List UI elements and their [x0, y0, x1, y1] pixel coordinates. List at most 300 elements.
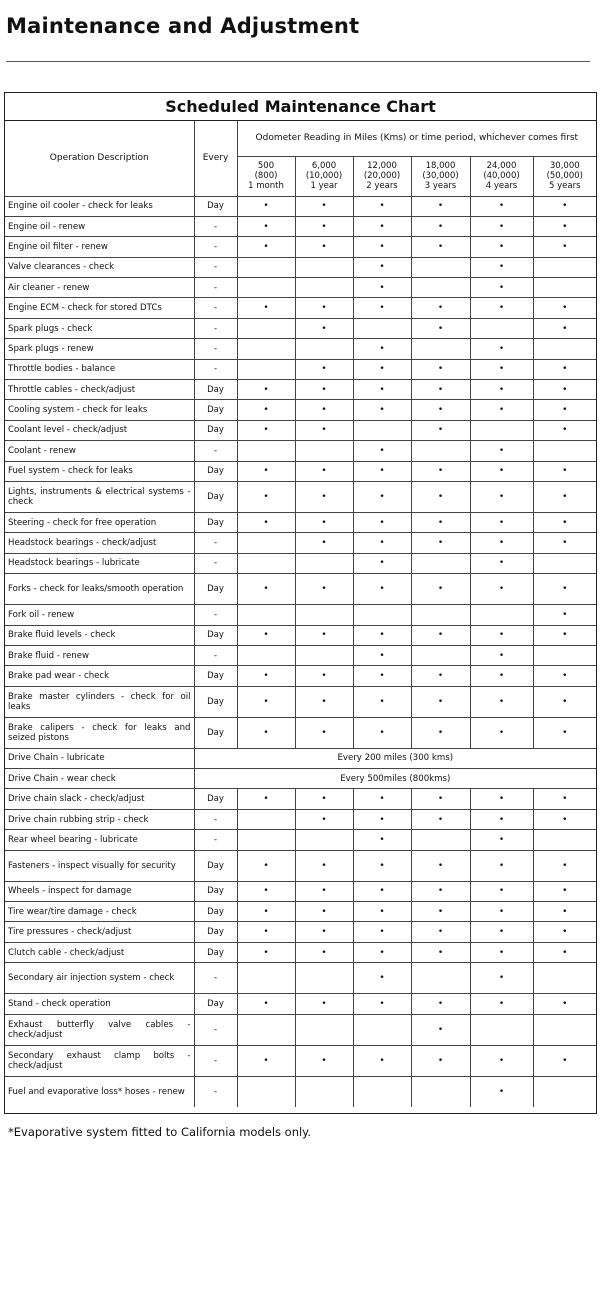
- interval-kms: (20,000): [363, 171, 401, 181]
- operation-cell: Engine oil cooler - check for leaks: [5, 196, 194, 216]
- service-dot: •: [237, 481, 295, 512]
- empty-cell: [237, 645, 295, 665]
- empty-cell: [411, 257, 470, 277]
- service-dot: •: [533, 686, 596, 717]
- service-dot: •: [237, 512, 295, 532]
- service-dot: •: [353, 645, 411, 665]
- service-dot: •: [470, 553, 533, 573]
- operation-cell: Engine oil filter - renew: [5, 237, 194, 257]
- header-interval: [470, 156, 533, 196]
- service-dot: •: [533, 1045, 596, 1076]
- every-cell: -: [194, 645, 237, 665]
- interval-kms: (10,000): [305, 171, 343, 181]
- service-dot: •: [353, 666, 411, 686]
- every-cell: -: [194, 237, 237, 257]
- empty-cell: [237, 830, 295, 850]
- interval-miles: 24,000: [486, 161, 517, 171]
- service-dot: •: [470, 339, 533, 359]
- service-dot: •: [353, 574, 411, 605]
- service-dot: •: [533, 318, 596, 338]
- service-dot: •: [470, 902, 533, 922]
- service-dot: •: [411, 380, 470, 400]
- service-dot: •: [470, 196, 533, 216]
- service-dot: •: [470, 400, 533, 420]
- empty-cell: [237, 278, 295, 298]
- interval-time: 5 years: [549, 181, 581, 191]
- operation-cell: Cooling system - check for leaks: [5, 400, 194, 420]
- empty-cell: [237, 553, 295, 573]
- service-dot: •: [353, 298, 411, 318]
- table-row: [5, 881, 596, 901]
- operation-cell: Brake fluid - renew: [5, 645, 194, 665]
- service-dot: •: [411, 717, 470, 748]
- table-row: [5, 481, 596, 512]
- service-dot: •: [295, 461, 353, 481]
- every-cell: -: [194, 605, 237, 625]
- interval-note: Every 500miles (800kms): [194, 769, 596, 789]
- service-dot: •: [295, 717, 353, 748]
- service-dot: •: [470, 257, 533, 277]
- service-dot: •: [353, 789, 411, 809]
- empty-cell: [353, 1076, 411, 1107]
- service-dot: •: [353, 400, 411, 420]
- empty-cell: [295, 1076, 353, 1107]
- service-dot: •: [411, 942, 470, 962]
- service-dot: •: [533, 717, 596, 748]
- every-cell: Day: [194, 881, 237, 901]
- empty-cell: [295, 441, 353, 461]
- empty-cell: [411, 645, 470, 665]
- empty-cell: [353, 420, 411, 440]
- service-dot: •: [411, 902, 470, 922]
- every-cell: Day: [194, 461, 237, 481]
- table-row: [5, 686, 596, 717]
- operation-cell: Secondary air injection system - check: [5, 963, 194, 994]
- every-cell: Day: [194, 717, 237, 748]
- service-dot: •: [353, 994, 411, 1014]
- service-dot: •: [470, 686, 533, 717]
- operation-cell: Fuel system - check for leaks: [5, 461, 194, 481]
- service-dot: •: [295, 481, 353, 512]
- service-dot: •: [237, 216, 295, 236]
- service-dot: •: [470, 533, 533, 553]
- table-row: [5, 1076, 596, 1107]
- service-dot: •: [411, 994, 470, 1014]
- service-dot: •: [353, 686, 411, 717]
- header-interval: [237, 156, 295, 196]
- service-dot: •: [353, 881, 411, 901]
- operation-cell: Brake fluid levels - check: [5, 625, 194, 645]
- service-dot: •: [295, 1045, 353, 1076]
- empty-cell: [533, 830, 596, 850]
- service-dot: •: [295, 902, 353, 922]
- operation-cell: Throttle cables - check/adjust: [5, 380, 194, 400]
- operation-cell: Fuel and evaporative loss* hoses - renew: [5, 1076, 194, 1107]
- table-row: [5, 963, 596, 994]
- empty-cell: [411, 441, 470, 461]
- service-dot: •: [295, 237, 353, 257]
- empty-cell: [295, 605, 353, 625]
- service-dot: •: [411, 196, 470, 216]
- empty-cell: [533, 278, 596, 298]
- table-row: [5, 278, 596, 298]
- service-dot: •: [533, 605, 596, 625]
- every-cell: Day: [194, 850, 237, 881]
- service-dot: •: [295, 942, 353, 962]
- every-cell: Day: [194, 942, 237, 962]
- service-dot: •: [470, 298, 533, 318]
- operation-cell: Stand - check operation: [5, 994, 194, 1014]
- service-dot: •: [411, 850, 470, 881]
- empty-cell: [411, 1076, 470, 1107]
- service-dot: •: [411, 666, 470, 686]
- operation-cell: Brake pad wear - check: [5, 666, 194, 686]
- every-cell: Day: [194, 481, 237, 512]
- service-dot: •: [295, 216, 353, 236]
- empty-cell: [353, 318, 411, 338]
- chart-title: Scheduled Maintenance Chart: [5, 93, 596, 121]
- service-dot: •: [470, 994, 533, 1014]
- service-dot: •: [295, 922, 353, 942]
- interval-time: 4 years: [485, 181, 518, 191]
- service-dot: •: [470, 512, 533, 532]
- service-dot: •: [533, 881, 596, 901]
- service-dot: •: [237, 666, 295, 686]
- service-dot: •: [237, 881, 295, 901]
- service-dot: •: [353, 809, 411, 829]
- service-dot: •: [353, 512, 411, 532]
- service-dot: •: [470, 441, 533, 461]
- service-dot: •: [411, 625, 470, 645]
- operation-cell: Forks - check for leaks/smooth operation: [5, 574, 194, 605]
- every-cell: -: [194, 339, 237, 359]
- service-dot: •: [411, 881, 470, 901]
- operation-cell: Drive Chain - wear check: [5, 769, 194, 789]
- service-dot: •: [533, 237, 596, 257]
- service-dot: •: [470, 809, 533, 829]
- service-dot: •: [470, 574, 533, 605]
- service-dot: •: [470, 461, 533, 481]
- header-odometer-reading: Odometer Reading in Miles (Kms) or time period, whichever comes first: [237, 121, 596, 156]
- service-dot: •: [533, 942, 596, 962]
- interval-time: 2 years: [366, 181, 398, 191]
- empty-cell: [237, 441, 295, 461]
- operation-cell: Wheels - inspect for damage: [5, 881, 194, 901]
- service-dot: •: [295, 512, 353, 532]
- empty-cell: [237, 533, 295, 553]
- operation-cell: Fork oil - renew: [5, 605, 194, 625]
- empty-cell: [533, 645, 596, 665]
- service-dot: •: [411, 574, 470, 605]
- every-cell: Day: [194, 380, 237, 400]
- table-row: [5, 994, 596, 1014]
- empty-cell: [533, 963, 596, 994]
- operation-cell: Steering - check for free operation: [5, 512, 194, 532]
- service-dot: •: [470, 645, 533, 665]
- every-cell: Day: [194, 196, 237, 216]
- service-dot: •: [353, 216, 411, 236]
- service-dot: •: [533, 850, 596, 881]
- service-dot: •: [353, 461, 411, 481]
- service-dot: •: [533, 481, 596, 512]
- service-dot: •: [353, 278, 411, 298]
- empty-cell: [295, 553, 353, 573]
- table-row: [5, 922, 596, 942]
- service-dot: •: [411, 318, 470, 338]
- interval-time: 1 year: [310, 181, 338, 191]
- table-row: [5, 512, 596, 532]
- every-cell: -: [194, 359, 237, 379]
- service-dot: •: [353, 830, 411, 850]
- service-dot: •: [353, 922, 411, 942]
- every-cell: -: [194, 257, 237, 277]
- service-dot: •: [353, 257, 411, 277]
- service-dot: •: [237, 237, 295, 257]
- page-title: Maintenance and Adjustment: [6, 14, 360, 38]
- every-cell: -: [194, 533, 237, 553]
- every-cell: Day: [194, 686, 237, 717]
- empty-cell: [353, 1014, 411, 1045]
- service-dot: •: [237, 420, 295, 440]
- service-dot: •: [533, 994, 596, 1014]
- service-dot: •: [237, 686, 295, 717]
- service-dot: •: [237, 850, 295, 881]
- service-dot: •: [470, 237, 533, 257]
- empty-cell: [533, 441, 596, 461]
- service-dot: •: [237, 380, 295, 400]
- every-cell: -: [194, 318, 237, 338]
- service-dot: •: [411, 420, 470, 440]
- service-dot: •: [295, 625, 353, 645]
- service-dot: •: [353, 717, 411, 748]
- table-row: [5, 380, 596, 400]
- service-dot: •: [533, 789, 596, 809]
- service-dot: •: [533, 922, 596, 942]
- service-dot: •: [295, 196, 353, 216]
- service-dot: •: [353, 237, 411, 257]
- service-dot: •: [411, 512, 470, 532]
- service-dot: •: [237, 574, 295, 605]
- service-dot: •: [533, 420, 596, 440]
- table-row: [5, 666, 596, 686]
- operation-cell: Air cleaner - renew: [5, 278, 194, 298]
- service-dot: •: [533, 298, 596, 318]
- header-interval: [411, 156, 470, 196]
- service-dot: •: [295, 380, 353, 400]
- interval-miles: 18,000: [425, 161, 456, 171]
- interval-miles: 12,000: [367, 161, 397, 171]
- operation-cell: Fasteners - inspect visually for security: [5, 850, 194, 881]
- service-dot: •: [470, 666, 533, 686]
- interval-kms: (40,000): [483, 171, 520, 181]
- service-dot: •: [237, 789, 295, 809]
- empty-cell: [237, 809, 295, 829]
- table-row: [5, 400, 596, 420]
- service-dot: •: [533, 359, 596, 379]
- service-dot: •: [411, 809, 470, 829]
- operation-cell: Drive Chain - lubricate: [5, 748, 194, 768]
- service-dot: •: [353, 441, 411, 461]
- operation-cell: Secondary exhaust clamp bolts - check/adjust: [5, 1045, 194, 1076]
- service-dot: •: [295, 686, 353, 717]
- service-dot: •: [470, 942, 533, 962]
- operation-cell: Coolant level - check/adjust: [5, 420, 194, 440]
- every-cell: -: [194, 1076, 237, 1107]
- service-dot: •: [237, 1045, 295, 1076]
- operation-cell: Drive chain rubbing strip - check: [5, 809, 194, 829]
- service-dot: •: [470, 625, 533, 645]
- service-dot: •: [295, 574, 353, 605]
- service-dot: •: [295, 789, 353, 809]
- service-dot: •: [353, 902, 411, 922]
- table-row: [5, 257, 596, 277]
- empty-cell: [295, 830, 353, 850]
- service-dot: •: [353, 942, 411, 962]
- service-dot: •: [411, 922, 470, 942]
- every-cell: -: [194, 216, 237, 236]
- every-cell: -: [194, 830, 237, 850]
- service-dot: •: [295, 666, 353, 686]
- table-row: [5, 625, 596, 645]
- service-dot: •: [237, 196, 295, 216]
- interval-miles: 6,000: [311, 161, 337, 171]
- service-dot: •: [533, 196, 596, 216]
- service-dot: •: [295, 298, 353, 318]
- service-dot: •: [470, 359, 533, 379]
- service-dot: •: [411, 359, 470, 379]
- empty-cell: [411, 963, 470, 994]
- operation-cell: Engine ECM - check for stored DTCs: [5, 298, 194, 318]
- heading-divider: [6, 61, 590, 62]
- service-dot: •: [533, 461, 596, 481]
- every-cell: Day: [194, 400, 237, 420]
- operation-cell: Spark plugs - check: [5, 318, 194, 338]
- service-dot: •: [533, 625, 596, 645]
- service-dot: •: [533, 216, 596, 236]
- empty-cell: [295, 963, 353, 994]
- operation-cell: Exhaust butterfly valve cables - check/adjust: [5, 1014, 194, 1045]
- operation-cell: Engine oil - renew: [5, 216, 194, 236]
- maintenance-table: [5, 121, 596, 1107]
- every-cell: -: [194, 963, 237, 994]
- empty-cell: [411, 830, 470, 850]
- interval-note: Every 200 miles (300 kms): [194, 748, 596, 768]
- service-dot: •: [353, 553, 411, 573]
- service-dot: •: [470, 1076, 533, 1107]
- empty-cell: [295, 278, 353, 298]
- service-dot: •: [237, 922, 295, 942]
- service-dot: •: [353, 850, 411, 881]
- service-dot: •: [295, 400, 353, 420]
- service-dot: •: [237, 942, 295, 962]
- service-dot: •: [470, 717, 533, 748]
- table-row: [5, 748, 596, 768]
- service-dot: •: [295, 420, 353, 440]
- service-dot: •: [295, 533, 353, 553]
- service-dot: •: [295, 809, 353, 829]
- table-row: [5, 216, 596, 236]
- service-dot: •: [353, 481, 411, 512]
- service-dot: •: [353, 196, 411, 216]
- service-dot: •: [470, 922, 533, 942]
- table-row: [5, 769, 596, 789]
- service-dot: •: [295, 881, 353, 901]
- empty-cell: [470, 605, 533, 625]
- interval-kms: (50,000): [546, 171, 583, 181]
- table-row: [5, 789, 596, 809]
- every-cell: -: [194, 809, 237, 829]
- empty-cell: [295, 339, 353, 359]
- every-cell: -: [194, 278, 237, 298]
- table-row: [5, 553, 596, 573]
- service-dot: •: [237, 717, 295, 748]
- empty-cell: [533, 553, 596, 573]
- operation-cell: Rear wheel bearing - lubricate: [5, 830, 194, 850]
- service-dot: •: [295, 318, 353, 338]
- empty-cell: [411, 553, 470, 573]
- service-dot: •: [353, 380, 411, 400]
- every-cell: Day: [194, 789, 237, 809]
- empty-cell: [353, 605, 411, 625]
- empty-cell: [237, 339, 295, 359]
- empty-cell: [411, 339, 470, 359]
- service-dot: •: [470, 1045, 533, 1076]
- operation-cell: Lights, instruments & electrical systems - check: [5, 481, 194, 512]
- empty-cell: [237, 605, 295, 625]
- empty-cell: [295, 257, 353, 277]
- header-every: Every: [194, 121, 237, 196]
- service-dot: •: [533, 574, 596, 605]
- table-row: [5, 605, 596, 625]
- table-row: [5, 441, 596, 461]
- empty-cell: [237, 1076, 295, 1107]
- service-dot: •: [237, 400, 295, 420]
- table-row: [5, 830, 596, 850]
- empty-cell: [533, 1076, 596, 1107]
- header-interval: [295, 156, 353, 196]
- table-row: [5, 420, 596, 440]
- interval-time: 1 month: [248, 181, 284, 191]
- operation-cell: Coolant - renew: [5, 441, 194, 461]
- empty-cell: [533, 339, 596, 359]
- service-dot: •: [411, 1014, 470, 1045]
- empty-cell: [295, 645, 353, 665]
- table-row: [5, 196, 596, 216]
- table-row: [5, 942, 596, 962]
- table-row: [5, 237, 596, 257]
- service-dot: •: [533, 512, 596, 532]
- empty-cell: [295, 1014, 353, 1045]
- service-dot: •: [353, 1045, 411, 1076]
- service-dot: •: [237, 902, 295, 922]
- interval-time: 3 years: [424, 181, 457, 191]
- footnote: *Evaporative system fitted to California models only.: [8, 1125, 312, 1139]
- empty-cell: [237, 359, 295, 379]
- every-cell: Day: [194, 625, 237, 645]
- service-dot: •: [411, 237, 470, 257]
- header-operation-description: Operation Description: [5, 121, 194, 196]
- table-row: [5, 809, 596, 829]
- service-dot: •: [411, 216, 470, 236]
- empty-cell: [237, 963, 295, 994]
- header-interval: [353, 156, 411, 196]
- service-dot: •: [470, 963, 533, 994]
- interval-kms: (800): [254, 171, 278, 181]
- every-cell: Day: [194, 994, 237, 1014]
- table-row: [5, 717, 596, 748]
- operation-cell: Throttle bodies - balance: [5, 359, 194, 379]
- service-dot: •: [411, 481, 470, 512]
